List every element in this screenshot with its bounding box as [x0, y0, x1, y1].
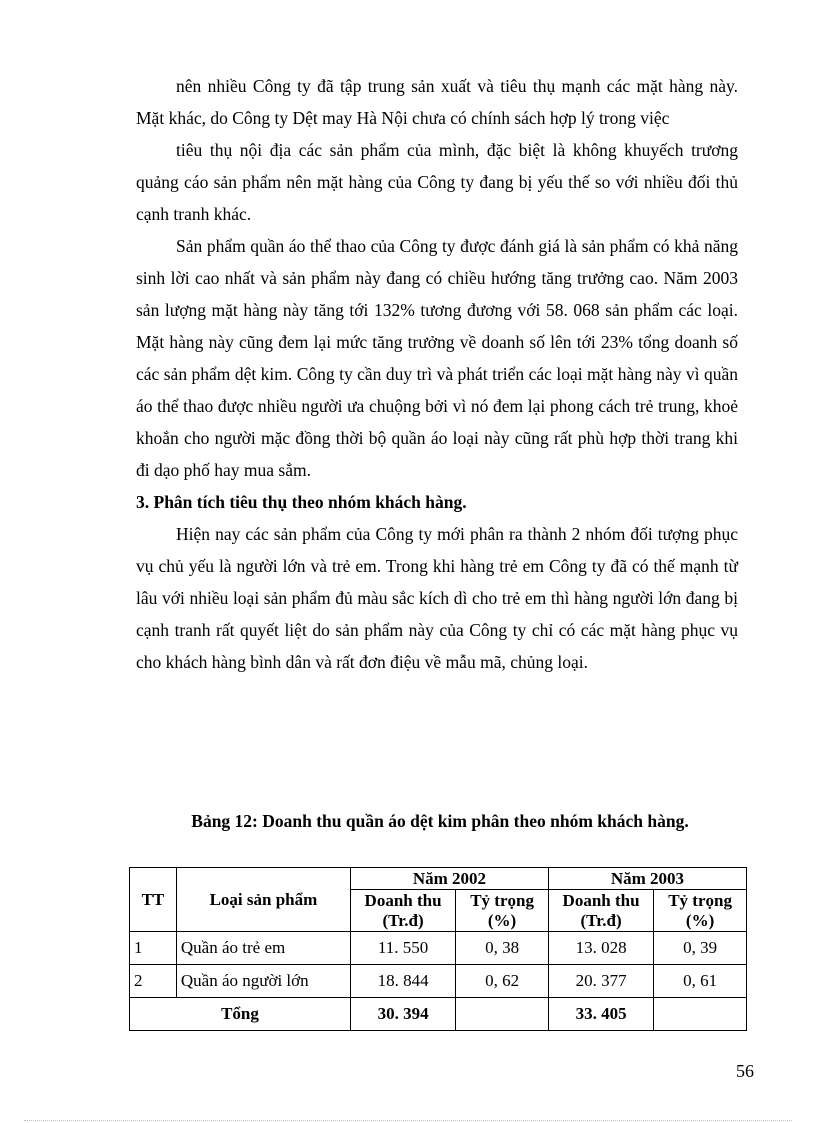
header-year-2002: Năm 2002	[350, 868, 548, 890]
cell-product: Quần áo người lớn	[176, 965, 350, 998]
body-text	[136, 70, 738, 678]
total-label: Tổng	[130, 998, 351, 1031]
header-share-2003: Tỷ trọng (%)	[654, 890, 747, 932]
cell-share-2002: 0, 62	[456, 965, 549, 998]
cell-revenue-2002: 18. 844	[350, 965, 455, 998]
total-share-2002-empty	[456, 998, 549, 1031]
table-caption: Bảng 12: Doanh thu quần áo dệt kim phân theo nhóm khách hàng.	[191, 811, 689, 831]
section-heading: 3. Phân tích tiêu thụ theo nhóm khách hàng.	[136, 492, 467, 512]
total-share-2003-empty	[654, 998, 747, 1031]
cell-tt: 1	[130, 932, 177, 965]
cell-revenue-2003: 13. 028	[548, 932, 653, 965]
cell-revenue-2003: 20. 377	[548, 965, 653, 998]
page-bottom-divider	[24, 1120, 792, 1121]
paragraph: nên nhiều Công ty đã tập trung sản xuất và tiêu thụ mạnh các mặt hàng này. Mặt khác, do Công ty Dệt may Hà Nội chưa có chính sách hợp lý trong việc	[136, 76, 738, 128]
table-row	[130, 932, 747, 965]
paragraph: Hiện nay các sản phẩm của Công ty mới phân ra thành 2 nhóm đối tượng phục vụ chủ yếu là người lớn và trẻ em. Trong khi hàng trẻ em Công ty đã có thế mạnh từ lâu với nhiều loại sản phẩm đủ màu sắc kích dì cho trẻ em thì hàng người lớn đang bị cạnh tranh rất quyết liệt do sản phẩm này của Công ty chỉ có các mặt hàng phục vụ cho khách hàng bình dân và rất đơn điệu về mẫu mã, chủng loại.	[136, 524, 738, 672]
header-revenue-2002: Doanh thu (Tr.đ)	[350, 890, 455, 932]
header-tt: TT	[130, 868, 177, 932]
page-number: 56	[736, 1061, 754, 1081]
paragraph: Sản phẩm quần áo thể thao của Công ty được đánh giá là sản phẩm có khả năng sinh lời cao nhất và sản phẩm này đang có chiều hướng tăng trưởng cao. Năm 2003 sản lượng mặt hàng này tăng tới 132% tương đương với 58. 068 sản phẩm các loại. Mặt hàng này cũng đem lại mức tăng trưởng về doanh số lên tới 23% tổng doanh số các sản phẩm dệt kim. Công ty cần duy trì và phát triển các loại mặt hàng này vì quần áo thể thao được nhiều người ưa chuộng bởi vì nó đem lại phong cách trẻ trung, khoẻ khoắn cho người mặc đồng thời bộ quần áo loại này cũng rất phù hợp thời trang khi đi dạo phố hay mua sắm.	[136, 236, 738, 480]
header-share-2002: Tỷ trọng (%)	[456, 890, 549, 932]
header-year-2003: Năm 2003	[548, 868, 746, 890]
total-revenue-2002: 30. 394	[350, 998, 455, 1031]
cell-product: Quần áo trẻ em	[176, 932, 350, 965]
header-revenue-2003: Doanh thu (Tr.đ)	[548, 890, 653, 932]
table-total-row	[130, 998, 747, 1031]
cell-revenue-2002: 11. 550	[350, 932, 455, 965]
total-revenue-2003: 33. 405	[548, 998, 653, 1031]
cell-share-2003: 0, 39	[654, 932, 747, 965]
paragraph: tiêu thụ nội địa các sản phẩm của mình, đặc biệt là không khuyếch trương quảng cáo sản phẩm nên mặt hàng của Công ty đang bị yếu thế so với nhiều đối thủ cạnh tranh khác.	[136, 140, 738, 224]
cell-share-2003: 0, 61	[654, 965, 747, 998]
cell-share-2002: 0, 38	[456, 932, 549, 965]
revenue-table	[129, 867, 747, 1031]
cell-tt: 2	[130, 965, 177, 998]
table-row	[130, 965, 747, 998]
header-product: Loại sản phẩm	[176, 868, 350, 932]
